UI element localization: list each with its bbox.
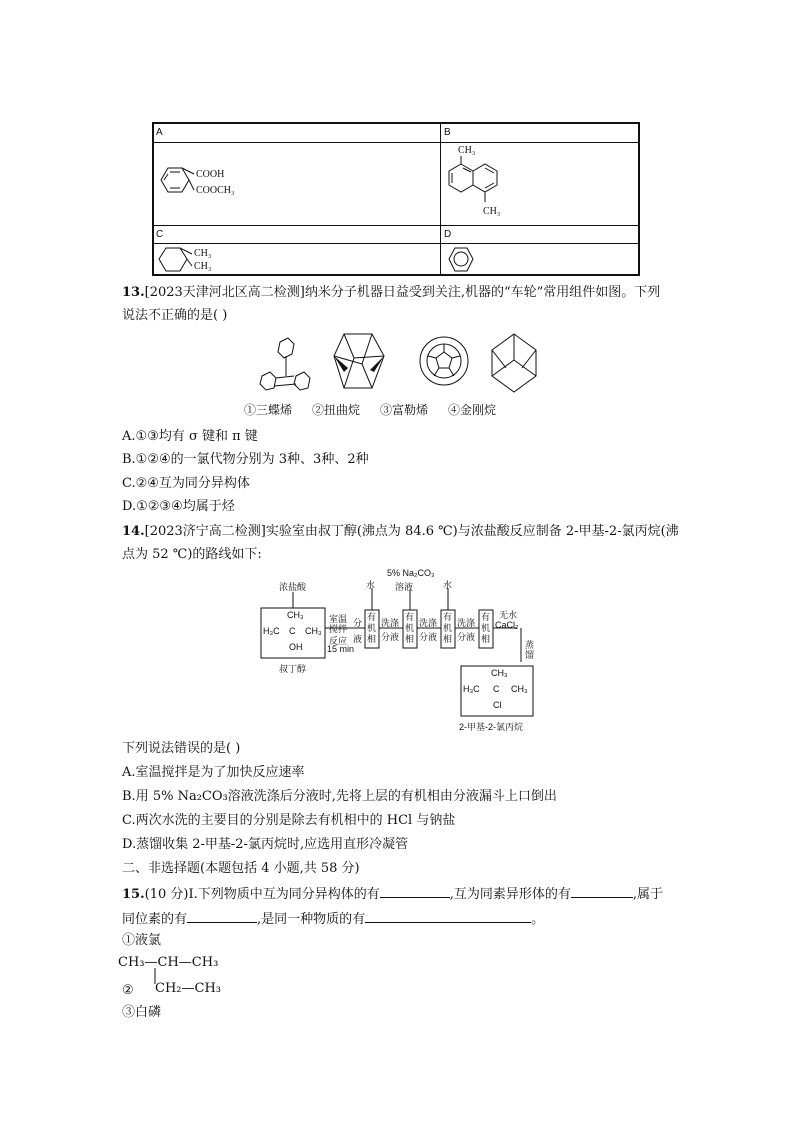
- distill-1: 蒸: [525, 640, 535, 650]
- q13-stem-line1: 13.[2023天津河北区高二检测]纳米分子机器日益受到关注,机器的“车轮”常用组件如图。下列: [122, 285, 661, 300]
- q13-option-b: B.①②④的一氯代物分别为 3种、3种、2种: [122, 452, 369, 467]
- separate-2: 分液: [419, 632, 438, 642]
- label-twistane: ②扭曲烷: [312, 403, 361, 417]
- table-divider-vertical: [440, 124, 441, 274]
- q14-stem-line1: 14.[2023济宁高二检测]实验室由叔丁醇(沸点为 84.6 ℃)与浓盐酸反应制备 2-甲基-2-氯丙烷(沸: [122, 524, 679, 539]
- table-divider-h3: [154, 243, 638, 244]
- group-b-ch3-top: CH₃: [458, 145, 476, 156]
- q15-item-2-main: CH₃—CH—CH₃: [118, 955, 219, 970]
- start-oh: OH: [289, 642, 303, 652]
- options-structure-table: [152, 122, 640, 276]
- organic-4: 有机相: [481, 612, 491, 644]
- blank-same-substance[interactable]: [365, 909, 531, 923]
- product-ch3-top: CH₃: [491, 668, 508, 678]
- start-name: 叔丁醇: [279, 664, 307, 674]
- product-name: 2-甲基-2-氯丙烷: [459, 722, 524, 732]
- reagent-hcl: 浓盐酸: [279, 582, 307, 592]
- cell-d-label: D: [444, 229, 452, 240]
- start-ch3-top: CH₃: [287, 610, 304, 620]
- wash-2: 洗涤: [419, 618, 438, 628]
- q15-line1: 15.(10 分)Ⅰ.下列物质中互为同分异构体的有 ,互为同素异形体的有 ,属于: [122, 884, 663, 904]
- q13-stem-line2: 说法不正确的是( ): [122, 308, 228, 323]
- cond-1: 室温: [329, 614, 348, 624]
- q14-number: 14.: [122, 524, 145, 539]
- structure-d-benzene: [446, 245, 486, 275]
- q13-molecule-figure: [244, 328, 554, 400]
- label-triptycene: ①三蝶烯: [244, 403, 293, 417]
- q13-option-a: A.①③均有 σ 键和 π 键: [122, 429, 258, 444]
- separate-3: 分液: [457, 632, 476, 642]
- sep-1: 分: [353, 618, 363, 628]
- cell-c-label: C: [156, 229, 164, 240]
- water-1: 水: [366, 580, 376, 590]
- wash-1: 洗涤: [381, 618, 400, 628]
- distill-2: 馏: [525, 650, 535, 660]
- group-c-ch3-1: CH₃: [194, 248, 212, 259]
- q13-option-c: C.②④互为同分异构体: [122, 476, 250, 491]
- blank-allotropes[interactable]: [571, 884, 633, 898]
- q14-option-b: B.用 5% Na₂CO₃溶液洗涤后分液时,先将上层的有机相由分液漏斗上口倒出: [122, 789, 557, 804]
- table-divider-h1: [154, 142, 638, 143]
- water-2: 水: [443, 580, 453, 590]
- cell-a-label: A: [156, 127, 163, 138]
- label-fullerene: ③富勒烯: [380, 403, 429, 417]
- drying-2: CaCl₂: [495, 620, 519, 630]
- separate-1: 分液: [381, 632, 400, 642]
- blank-isomers[interactable]: [380, 884, 450, 898]
- group-b-ch3-bottom: CH₃: [483, 206, 501, 217]
- cond-3: 反应: [329, 636, 348, 646]
- organic-2: 有机相: [405, 612, 415, 644]
- drying-1: 无水: [499, 610, 518, 620]
- q15-item-3: ③白磷: [122, 1005, 162, 1020]
- q13-number: 13.: [122, 285, 145, 300]
- product-h3c: H₃C: [463, 684, 480, 694]
- q15-item-2-number: ②: [122, 983, 134, 998]
- cell-b-label: B: [444, 127, 451, 138]
- product-cl: Cl: [493, 700, 502, 710]
- q14-option-a: A.室温搅拌是为了加快反应速率: [122, 765, 305, 780]
- q15-line2: 同位素的有 ,是同一种物质的有 。: [122, 909, 544, 929]
- group-c-ch3-2: CH₃: [194, 261, 212, 272]
- start-h3c: H₃C: [263, 626, 280, 636]
- product-ch3-right: CH₃: [511, 684, 528, 694]
- q14-ask: 下列说法错误的是( ): [122, 741, 241, 756]
- na2co3-1: 5% Na₂CO₃: [387, 568, 435, 578]
- q15-item-1: ①液氯: [122, 933, 162, 948]
- q15-number: 15.: [122, 887, 145, 902]
- organic-1: 有机相: [367, 612, 377, 644]
- sep-2: 液: [353, 634, 363, 644]
- q15-item-2-branch: CH₂—CH₃: [155, 981, 221, 996]
- start-ch3-right: CH₃: [305, 626, 322, 636]
- q14-stem-line2: 点为 52 ℃)的路线如下:: [122, 547, 262, 562]
- start-c: C: [289, 626, 296, 636]
- section-2-heading: 二、非选择题(本题包括 4 小题,共 58 分): [122, 861, 360, 876]
- group-cooch3: COOCH₃: [196, 185, 235, 196]
- na2co3-2: 溶液: [395, 582, 414, 592]
- cond-2: 搅拌: [329, 624, 348, 634]
- q13-figure-caption: [244, 401, 496, 419]
- table-divider-h2: [154, 225, 638, 226]
- q14-flow-diagram: [255, 566, 545, 736]
- cond-4: 15 min: [327, 644, 355, 654]
- q14-option-d: D.蒸馏收集 2-甲基-2-氯丙烷时,应选用直形冷凝管: [122, 837, 409, 852]
- wash-3: 洗涤: [457, 618, 476, 628]
- group-cooh: COOH: [196, 169, 225, 180]
- q13-option-d: D.①②③④均属于烃: [122, 499, 235, 514]
- product-c: C: [493, 684, 500, 694]
- blank-isotopes[interactable]: [187, 909, 257, 923]
- q14-option-c: C.两次水洗的主要目的分别是除去有机相中的 HCl 与钠盐: [122, 813, 456, 828]
- organic-3: 有机相: [443, 612, 453, 644]
- label-adamantane: ④金刚烷: [448, 403, 497, 417]
